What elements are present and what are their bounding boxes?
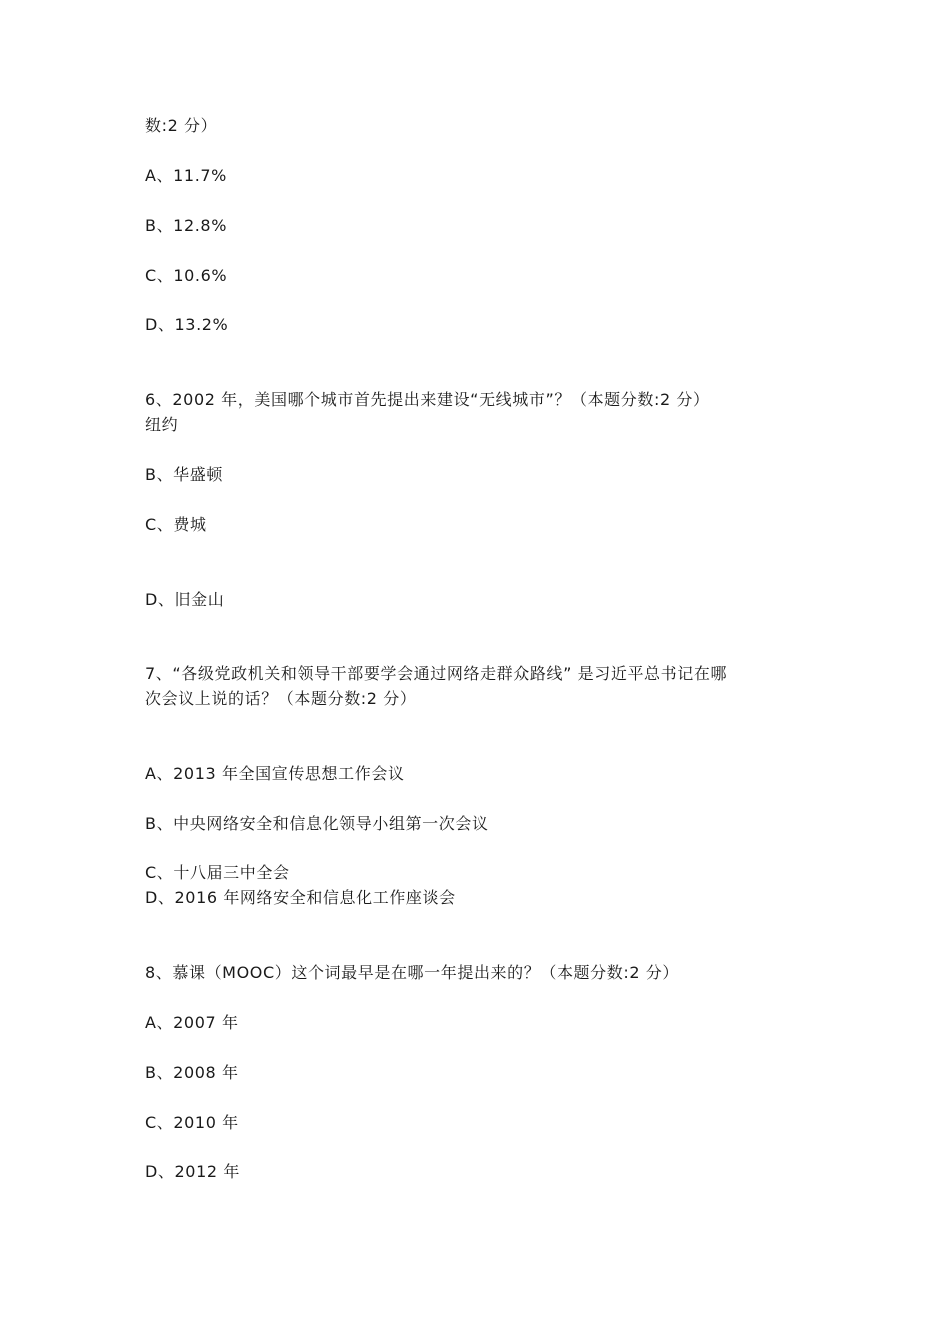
- q5-option-d: D、13.2%: [145, 315, 229, 334]
- q5-option-a: A、11.7%: [145, 166, 227, 185]
- q6-option-c: C、费城: [145, 515, 207, 534]
- q6-option-a: 纽约: [145, 415, 179, 434]
- q8-option-d: D、2012 年: [145, 1162, 240, 1181]
- q5-option-c: C、10.6%: [145, 266, 228, 285]
- q6-option-b: B、华盛顿: [145, 465, 223, 484]
- q7-option-d: D、2016 年网络安全和信息化工作座谈会: [145, 888, 456, 907]
- q7-option-a: A、2013 年全国宣传思想工作会议: [145, 764, 405, 783]
- q5-option-b: B、12.8%: [145, 216, 228, 235]
- q5-question-tail: 数:2 分）: [145, 116, 218, 135]
- q6-question: 6、2002 年，美国哪个城市首先提出来建设“无线城市”？（本题分数:2 分）: [145, 390, 710, 409]
- q7-option-b: B、中央网络安全和信息化领导小组第一次会议: [145, 814, 489, 833]
- q8-question: 8、慕课（MOOC）这个词最早是在哪一年提出来的？（本题分数:2 分）: [145, 963, 680, 982]
- q8-option-c: C、2010 年: [145, 1113, 239, 1132]
- q8-option-b: B、2008 年: [145, 1063, 239, 1082]
- q6-option-d: D、旧金山: [145, 590, 225, 609]
- q7-question-line1: 7、“各级党政机关和领导干部要学会通过网络走群众路线” 是习近平总书记在哪: [145, 664, 728, 683]
- q7-option-c: C、十八届三中全会: [145, 863, 290, 882]
- q8-option-a: A、2007 年: [145, 1013, 239, 1032]
- q7-question-line2: 次会议上说的话？（本题分数:2 分）: [145, 689, 417, 708]
